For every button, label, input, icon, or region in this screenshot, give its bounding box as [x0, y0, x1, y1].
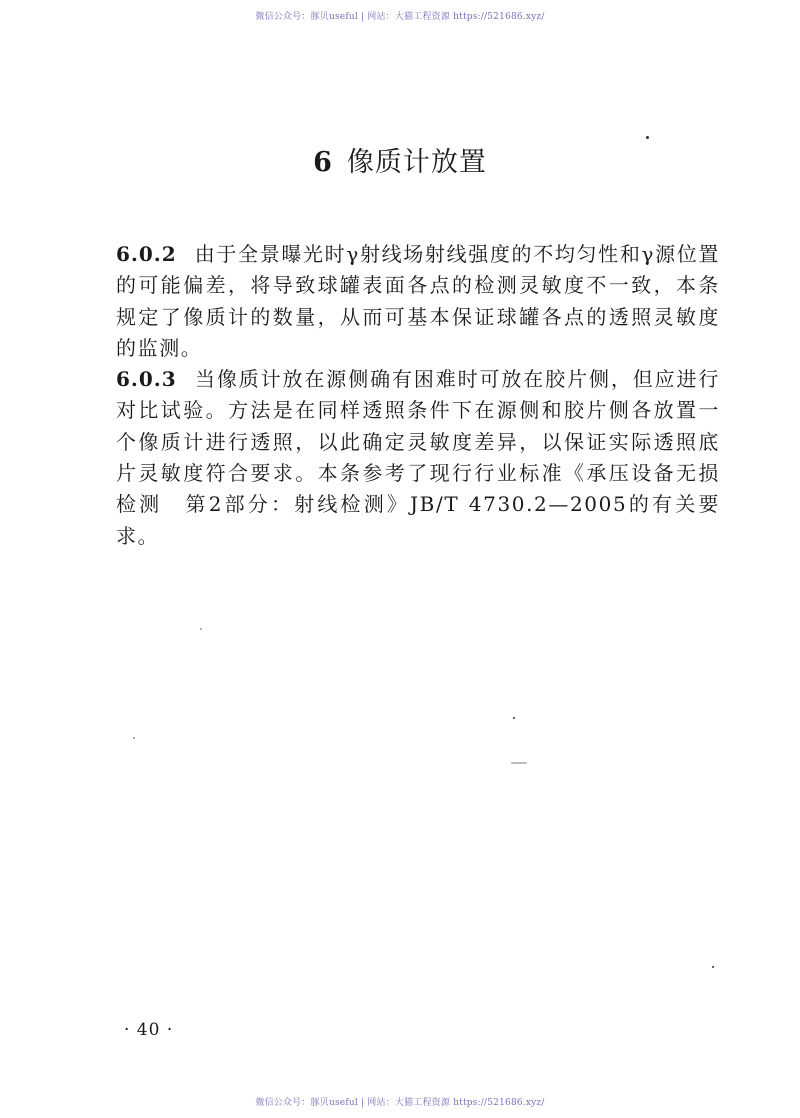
scan-speck — [712, 966, 714, 968]
chapter-number: 6 — [313, 147, 333, 178]
scan-speck — [646, 136, 649, 139]
chapter-title-text: 像质计放置 — [346, 147, 487, 178]
clause-text: 由于全景曝光时γ射线场射线强度的不均匀性和γ源位置的可能偏差，将导致球罐表面各点的检测灵敏度不一致，本条规定了像质计的数量，从而可基本保证球罐各点的透照灵敏度的监测。 — [116, 242, 720, 360]
chapter-title — [0, 140, 800, 179]
scan-speck — [200, 628, 202, 630]
clause-6-0-3 — [116, 364, 720, 552]
page-number: · 40 · — [124, 1020, 174, 1040]
clause-number: 6.0.2 — [116, 242, 177, 266]
watermark-bottom: 微信公众号：豚贝useful | 网站：大猫工程资源 https://521686.xyz/ — [255, 1098, 545, 1108]
clause-6-0-2 — [116, 239, 720, 364]
body-text — [116, 239, 720, 552]
scan-speck — [513, 717, 515, 719]
scan-speck — [511, 762, 527, 764]
clause-text: 当像质计放在源侧确有困难时可放在胶片侧，但应进行对比试验。方法是在同样透照条件下在源侧和胶片侧各放置一个像质计进行透照，以此确定灵敏度差异，以保证实际透照底片灵敏度符合要求。本条参考了现行行业标准《承压设备无损检测 第2部分：射线检测》JB/T 4730.2—2005的有关要求。 — [116, 367, 720, 548]
clause-number: 6.0.3 — [116, 367, 177, 392]
scan-speck — [133, 737, 135, 739]
watermark-top: 微信公众号：豚贝useful | 网站：大猫工程资源 https://521686.xyz/ — [255, 12, 545, 22]
